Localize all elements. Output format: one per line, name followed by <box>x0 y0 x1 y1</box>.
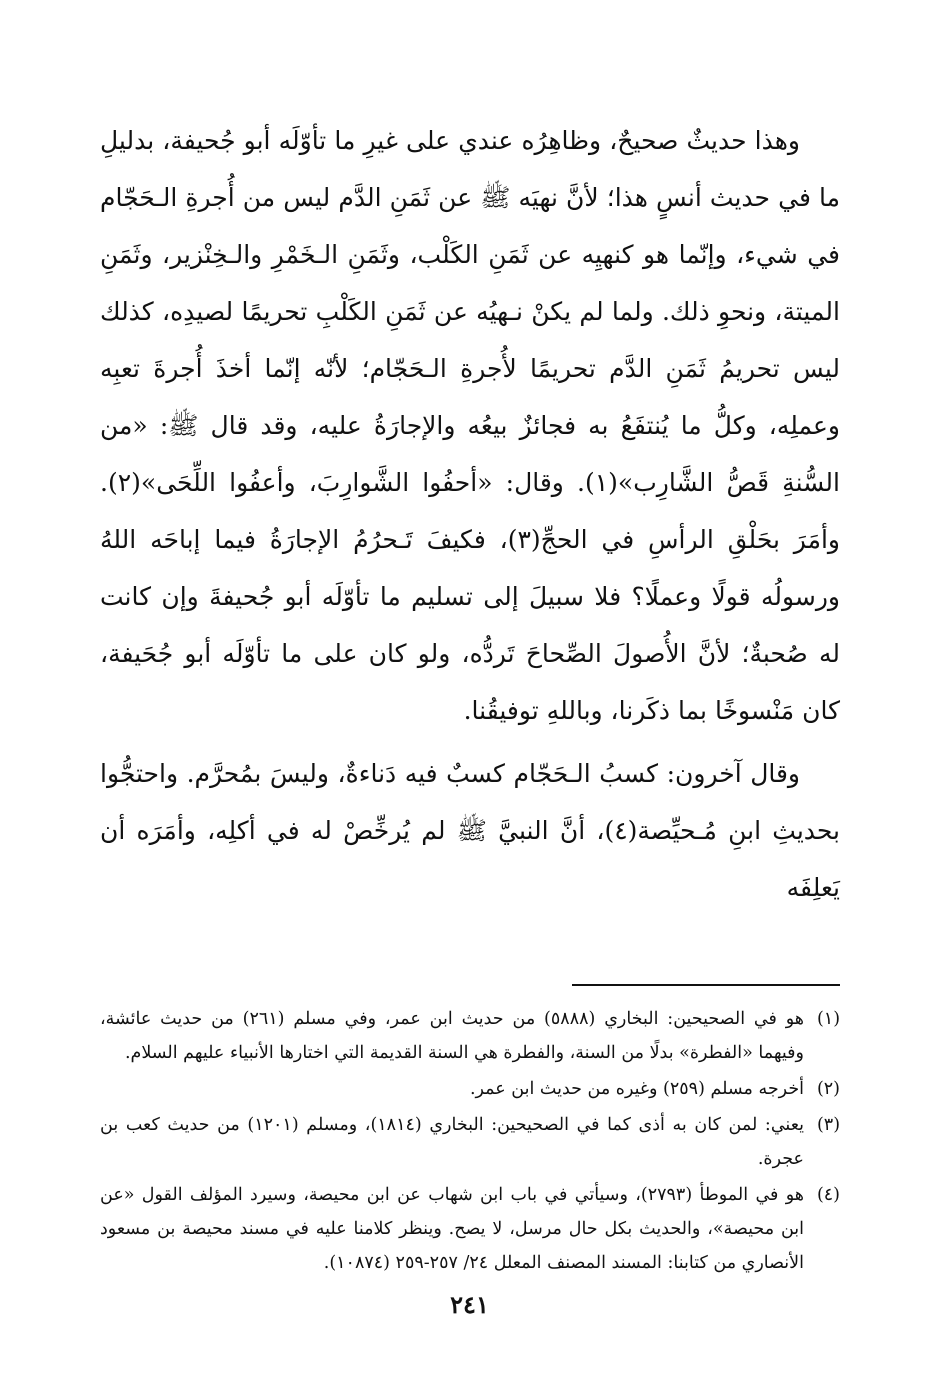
footnote-3 <box>100 1108 840 1176</box>
footnote-number: (٢) <box>816 1079 840 1099</box>
page-body <box>100 112 841 1273</box>
main-text <box>100 112 840 916</box>
footnote-text: هو في الصحيحين: البخاري (٥٨٨٨) من حديث ابن عمر، وفي مسلم (٢٦١) من حديث عائشة، وفيهما «الفطرة» بدلًا من السنة، والفطرة هي السنة القديمة التي اختارها الأنبياء عليهم السلام. <box>100 1009 805 1063</box>
footnote-number: (٤) <box>816 1185 840 1205</box>
footnote-4 <box>100 1178 840 1280</box>
footnote-2 <box>100 1072 840 1106</box>
footnote-number: (٣) <box>816 1115 841 1135</box>
paragraph-1: وهذا حديثٌ صحيحٌ، وظاهِرُه عندي على غيرِ ما تأوّلَه أبو جُحيفة، بدليلِ ما في حديث أنسٍ هذا؛ لأنَّ نهيَه ﷺ عن ثَمَنِ الدَّم ليس من أُجرةِ الـحَجّام في شيء، وإنّما هو كنهيِه عن ثَمَنِ الكَلْب، وثَمَنِ الـخَمْرِ والـخِنْزير، وثَمَنِ الميتة، ونحوِ ذلك. ولما لم يكنْ نـهيُه عن ثَمَنِ الكَلْبِ تحريمًا لصيدِه، كذلك ليس تحريمُ ثَمَنِ الدَّم تحريمًا لأُجرةِ الـحَجّام؛ لأنّه إنّما أخذَ أُجرةَ تعبِه وعملِه، وكلُّ ما يُنتفَعُ به فجائزٌ بيعُه والإجارَةُ عليه، وقد قال ﷺ: «من السُّنةِ قَصُّ الشَّارِب»(١). وقال: «أحفُوا الشَّوارِبَ، وأعفُوا اللِّحَى»(٢). وأمَرَ بحَلْقِ الرأسِ في الحجِّ(٣)، فكيفَ تَـحرُمُ الإجارَةُ فيما إباحَه اللهُ ورسولُه قولًا وعملًا؟ فلا سبيلَ إلى تسليم ما تأوّلَه أبو جُحيفةَ وإن كانت له صُحبةٌ؛ لأنَّ الأُصولَ الصِّحاحَ تَردُّه، ولو كان على ما تأوّلَه أبو جُحَيفة، كان مَنْسوخًا بما ذكَرنا، وباللهِ توفيقُنا. <box>100 126 841 725</box>
footnote-number: (١) <box>816 1009 841 1029</box>
footnote-divider <box>572 984 840 986</box>
footnotes <box>100 1002 840 1282</box>
footnote-1 <box>100 1002 840 1070</box>
footnote-text: يعني: لمن كان به أذى كما في الصحيحين: البخاري (١٨١٤)، ومسلم (١٢٠١) من حديث كعب بن عجرة. <box>100 1115 805 1169</box>
paragraph-2: وقال آخرون: كسبُ الـحَجّام كسبٌ فيه دَناءةٌ، وليسَ بمُحرَّم. واحتجُّوا بحديثِ ابنِ مُـحيِّصة(٤)، أنَّ النبيَّ ﷺ لم يُرخِّصْ له في أكلِه، وأمَرَه أن يَعلِفَه <box>100 759 840 902</box>
footnote-text: أخرجه مسلم (٢٥٩) وغيره من حديث ابن عمر. <box>469 1079 804 1099</box>
page-number: ٢٤١ <box>450 1290 489 1319</box>
footnote-text: هو في الموطأ (٢٧٩٣)، وسيأتي في باب ابن شهاب عن ابن محيصة، وسيرد المؤلف القول «عن ابن محيصة»، والحديث بكل حال مرسل، لا يصح. وينظر كلامنا عليه في مسند محيصة بن مسعود الأنصاري من كتابنا: المسند المصنف المعلل ٢٤/ ٢٥٧-٢٥٩ (١٠٨٧٤). <box>100 1185 804 1273</box>
